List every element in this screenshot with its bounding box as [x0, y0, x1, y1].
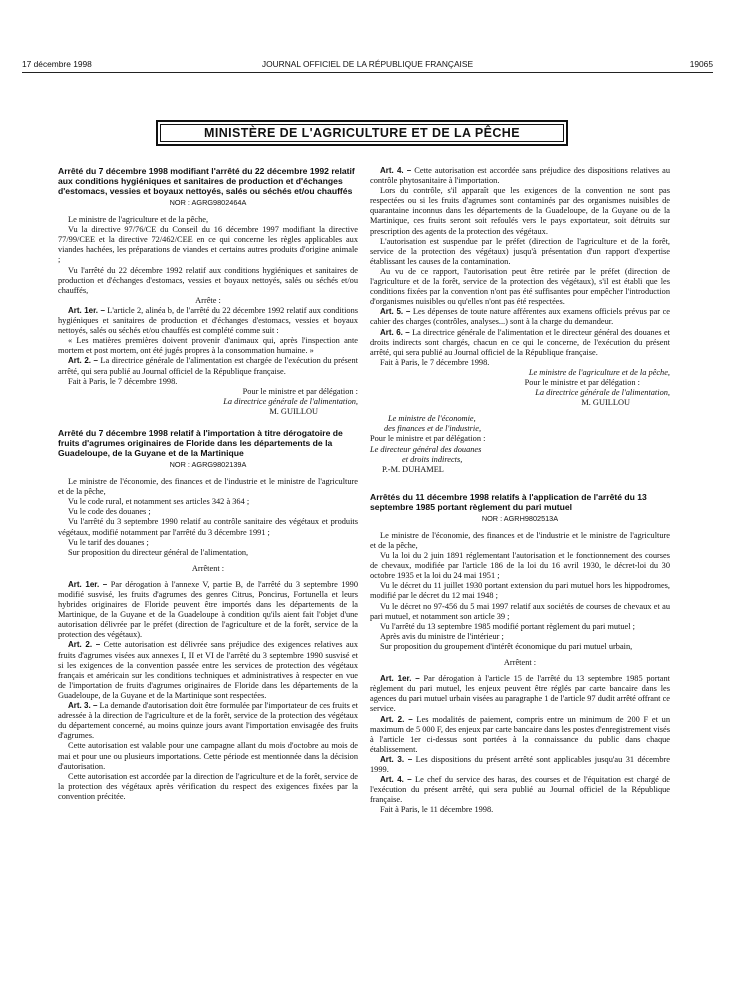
decree-3-para: Sur proposition du groupement d'intérêt économique du pari mutuel urbain, [380, 641, 633, 651]
decree-2-para: Vu le code rural, et notamment ses articles 342 à 364 ; [68, 497, 250, 507]
decree-3-article-3: Art. 3. – Les dispositions du présent arrêté sont applicables jusqu'au 31 décembre 1999. [370, 754, 670, 774]
article-label: Art. 4. – [380, 166, 412, 175]
article-label: Art. 6. – [380, 327, 410, 337]
decree-2-signature: Le directeur général des douanes [370, 444, 482, 454]
decree-2-article-5: Art. 5. – Les dépenses de toute nature afférentes aux examens officiels prévus par ce cahier des charges (contrôles, analyses...) sont à la charge du demandeur. [370, 307, 671, 327]
article-label: Art. 3. – [68, 701, 98, 711]
article-label: Art. 5. – [380, 307, 411, 317]
decree-3-para: Après avis du ministre de l'intérieur ; [380, 631, 504, 641]
header-date: 17 décembre 1998 [22, 59, 92, 69]
decree-3-arretent: Arrêtent : [503, 658, 537, 668]
header-rule [22, 72, 713, 73]
decree-2-para: Lors du contrôle, s'il apparaît que les exigences de la convention ne sont pas respectées ou si les fruits d'agrumes sont contaminés par des organismes nuisibles de quarantaine inconnus dans les départements de la Guadeloupe, de la Guyane ou de la Martinique, ces fruits seront soit refoulés vers le pays exportateur, soit détruits sur prescription des agents de la protection des végétaux. [370, 186, 670, 236]
decree-3-title: Arrêtés du 11 décembre 1998 relatifs à l'application de l'arrêté du 13 septembre 1985 portant règlement du pari mutuel [370, 491, 647, 512]
article-label: Art. 4. – [380, 775, 412, 785]
article-label: Art. 3. – [380, 754, 413, 764]
decree-2-para: Cette autorisation est accordée par la direction de l'agriculture et de la forêt, service de la protection des végétaux après vérification du respect des exigences fixées par la convention précitée. [58, 771, 358, 801]
decree-1-signature: La directrice générale de l'alimentation, [223, 396, 358, 406]
decree-2-para: Vu le code des douanes ; [68, 507, 151, 517]
decree-3-para: Vu l'arrêté du 13 septembre 1985 modifié portant règlement du pari mutuel ; [380, 621, 635, 631]
header-page-number: 19065 [689, 59, 713, 69]
decree-3-nor: NOR : AGRH9802513A [481, 513, 559, 523]
decree-1-title: Arrêté du 7 décembre 1998 modifiant l'arrêté du 22 décembre 1992 relatif aux conditions hygiéniques et sanitaires de production et d'échanges d'estomacs, vessies et boyaux nettoyés, salés ou séchés et/ou chauffés [58, 166, 355, 196]
left-column [58, 166, 358, 802]
article-label: Art. 1er. – [68, 305, 105, 315]
decree-2-para: Vu le tarif des douanes ; [68, 537, 149, 547]
decree-2-signature: Pour le ministre et par délégation : [524, 377, 640, 387]
decree-3-para: Vu le décret du 11 juillet 1930 portant extension du pari mutuel hors les hippodromes, modifié par le décret du 12 mai 1948 ; [370, 581, 670, 601]
decree-2-para: Vu l'arrêté du 3 septembre 1990 relatif au contrôle sanitaire des végétaux et produits végétaux, modifié notamment par l'arrêté du 3 décembre 1991 ; [58, 517, 358, 537]
decree-1-quote: « Les matières premières doivent provenir d'animaux qui, après l'inspection ante mortem et post mortem, ont été jugés propres à la consommation humaine. » [58, 336, 358, 356]
decree-1-done: Fait à Paris, le 7 décembre 1998. [68, 376, 178, 386]
decree-2-para: Sur proposition du directeur général de l'alimentation, [68, 547, 249, 557]
decree-2-signature: La directrice générale de l'alimentation, [535, 388, 670, 398]
decree-2-para: Le ministre de l'économie, des finances et de l'industrie et le ministre de l'agriculture et de la pêche, [58, 477, 358, 497]
decree-3-para: Vu le décret no 97-456 du 5 mai 1997 relatif aux sociétés de courses de chevaux et au pari mutuel, et notamment son article 39 ; [370, 601, 670, 621]
right-column [370, 166, 670, 815]
decree-2-signatory: P.-M. DUHAMEL [382, 464, 444, 474]
article-label: Art. 1er. – [380, 674, 420, 684]
decree-2-signature: Le ministre de l'économie, [388, 414, 476, 424]
decree-1-para: Vu l'arrêté du 22 décembre 1992 relatif aux conditions hygiéniques et sanitaires de production et d'échanges d'estomacs, vessies et boyaux nettoyés, salés ou séchés et/ou chauffés, [58, 265, 358, 295]
decree-3-done: Fait à Paris, le 11 décembre 1998. [380, 805, 494, 815]
decree-3-article-2: Art. 2. – Les modalités de paiement, compris entre un minimum de 200 F et un maximum de 5 000 F, des enjeux par carte bancaire dans les postes d'enregistrement visés à l'article 1er ci-dessus sont portées à la connaissance du public dans chaque établissement. [370, 714, 671, 754]
decree-2-arretent: Arrêtent : [191, 563, 225, 573]
header-journal-title: JOURNAL OFFICIEL DE LA RÉPUBLIQUE FRANÇAISE [261, 59, 474, 69]
decree-3-para: Vu la loi du 2 juin 1891 réglementant l'autorisation et le fonctionnement des courses de chevaux, modifiée par l'article 186 de la loi du 16 avril 1930, le décret-loi du 30 octobre 1935 et la loi du 24 mai 1951 ; [370, 551, 670, 581]
decree-3-para: Le ministre de l'économie, des finances et de l'industrie et le ministre de l'agriculture et de la pêche, [370, 530, 670, 550]
decree-2-para: Cette autorisation est valable pour une campagne allant du mois d'octobre au mois de mai et pour une ou plusieurs importations. Cette période est mentionnée dans la décision d'autorisation. [58, 741, 358, 771]
decree-3-article-1: Art. 1er. – Par dérogation à l'article 15 de l'arrêté du 13 septembre 1985 portant règlement du pari mutuel, les enjeux peuvent être réglés par carte bancaire dans les agences du pari mutuel urbain visées au paragraphe 1 de l'article 97 dudit arrêté offrant ce service. [370, 674, 670, 714]
decree-2-nor: NOR : AGRG9802139A [169, 459, 247, 469]
decree-2-signature: Pour le ministre et par délégation : [370, 434, 486, 444]
decree-2-article-6: Art. 6. – La directrice générale de l'alimentation et le directeur général des douanes et droits indirects sont chargés, chacun en ce qui le concerne, de l'exécution du présent arrêté, qui sera publié au Journal officiel de la République française. [370, 327, 670, 357]
decree-2-signatory: M. GUILLOU [581, 398, 630, 408]
decree-2-para: Au vu de ce rapport, l'autorisation peut être retirée par le préfet (direction de l'agriculture et de la forêt, service de la protection des végétaux), s'il est établi que les conditions fixées par la convention n'ont pas été suffisantes pour empêcher l'introduction d'organismes nuisibles ou qu'elles n'ont pas été respectées. [370, 266, 670, 307]
article-label: Art. 1er. – [68, 579, 108, 589]
decree-1-article-2: Art. 2. – La directrice générale de l'alimentation est chargée de l'exécution du présent arrêté, qui sera publié au Journal officiel de la République française. [58, 356, 358, 376]
decree-2-done: Fait à Paris, le 7 décembre 1998. [380, 357, 490, 367]
decree-1-signature: Pour le ministre et par délégation : [242, 386, 358, 396]
decree-1-para: Vu la directive 97/76/CE du Conseil du 16 décembre 1997 modifiant la directive 77/99/CEE et la directive 72/462/CEE en ce qui concerne les règles applicables aux viandes hachées, les préparations de viandes et certains autres produits d'origine animale ; [58, 225, 358, 265]
article-label: Art. 2. – [68, 356, 98, 366]
decree-2-article-4: Art. 4. – Cette autorisation est accordée sans préjudice des dispositions relatives au contrôle phytosanitaire à l'importation. [370, 166, 670, 186]
decree-3-article-4: Art. 4. – Le chef du service des haras, des courses et de l'équitation est chargé de l'exécution du présent arrêté, qui sera publié au Journal officiel de la République française. [370, 775, 671, 805]
article-label: Art. 2. – [68, 640, 101, 650]
decree-1-article-1: Art. 1er. – L'article 2, alinéa b, de l'arrêté du 22 décembre 1992 relatif aux conditions hygiéniques et sanitaires de production et d'échanges d'estomacs, vessies et boyaux nettoyés, salés ou séchés et/ou chauffés est complété comme suit : [58, 305, 359, 336]
decree-2-signature: des finances et de l'industrie, [384, 424, 482, 434]
decree-2-signature: Le ministre de l'agriculture et de la pêche, [528, 367, 670, 377]
decree-2-signature: et droits indirects, [402, 454, 463, 464]
decree-2-title: Arrêté du 7 décembre 1998 relatif à l'importation à titre dérogatoire de fruits d'agrumes originaires de Floride dans les départements de la Guadeloupe, de la Guyane et de la Martinique [58, 427, 343, 458]
ministry-title: MINISTÈRE DE L'AGRICULTURE ET DE LA PÊCHE [156, 120, 568, 146]
decree-2-para: L'autorisation est suspendue par le préfet (direction de l'agriculture et de la forêt, service de la protection des végétaux) jusqu'à présentation d'un rapport d'expertise établissant les causes de la contamination. [370, 236, 670, 266]
decree-1-arrete: Arrête : [195, 295, 221, 305]
decree-2-article-2: Art. 2. – Cette autorisation est délivrée sans préjudice des exigences relatives aux fruits d'agrumes visées aux annexes I, II et VI de l'arrêté du 3 septembre 1990 susvisé et si les exigences de la convention passée entre les services de protection des végétaux français et américain sur les conditions techniques et administratives à respecter en vue de l'importation de fruits d'agrumes originaires de Floride dans les départements de la Guadeloupe, de la Guyane et de la Martinique sont respectées. [58, 640, 358, 700]
decree-1-nor: NOR : AGRG9802464A [169, 198, 247, 207]
decree-2-article-1: Art. 1er. – Par dérogation à l'annexe V, partie B, de l'arrêté du 3 septembre 1990 modifié susvisé, les fruits d'agrumes des genres Citrus, Poncirus, Fortunella et leurs hybrides originaires de Floride peuvent être importés dans les départements de la Martinique, de la Guyane et de la Guadeloupe à condition qu'ils aient fait l'objet d'une autorisation délivrée par le préfet (direction de l'agriculture et de la forêt, service de la protection des végétaux). [58, 579, 359, 640]
decree-2-article-3: Art. 3. – La demande d'autorisation doit être formulée par l'importateur de ces fruits et adressée à la direction de l'agriculture et de la forêt, service de la protection des végétaux du département concerné, au moins quinze jours avant l'importation envisagée des fruits d'agrumes. [58, 701, 359, 741]
page-header [22, 59, 713, 73]
article-label: Art. 2. – [380, 714, 413, 724]
decree-1-signatory: M. GUILLOU [269, 406, 318, 416]
decree-1-para: Le ministre de l'agriculture et de la pêche, [68, 215, 209, 225]
